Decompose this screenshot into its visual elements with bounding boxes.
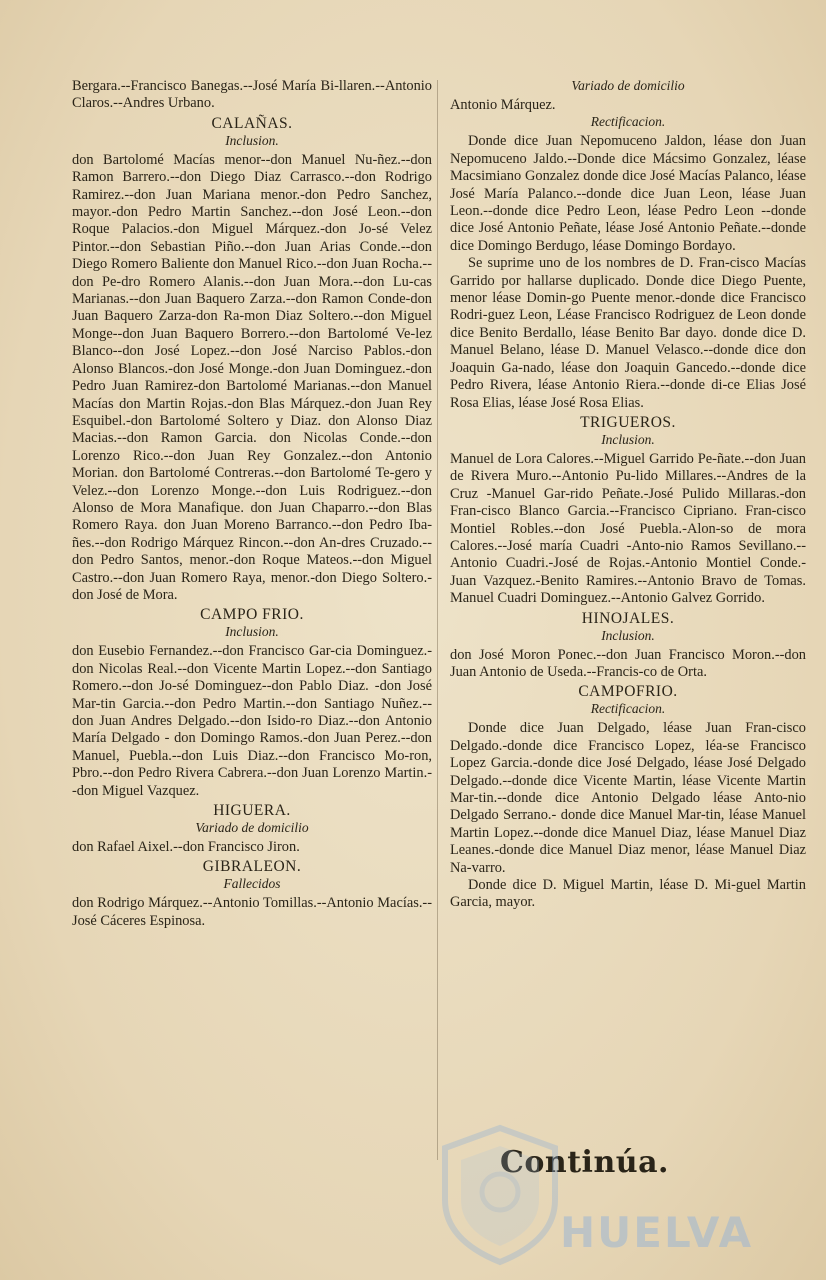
- trigueros-heading: TRIGUEROS.: [580, 413, 676, 431]
- campofrio-subheading: Inclusion.: [225, 624, 279, 640]
- watermark-text: HUELVA: [560, 1208, 754, 1257]
- huelva-crest-watermark: [425, 1120, 575, 1270]
- variado-subheading: Variado de domicilio: [571, 78, 685, 93]
- campofrio-rect-heading: CAMPOFRIO.: [578, 683, 678, 701]
- campofrio-rect-subheading: Rectificacion.: [590, 701, 666, 717]
- right-column: [450, 78, 806, 912]
- rectificacion-subheading: Rectificacion.: [590, 114, 666, 130]
- hinojales-paragraph: don José Moron Ponec.--don Juan Francisco Moron.--don Juan Antonio de Useda.--Francis-co de Orta.: [450, 646, 806, 680]
- rectificacion-paragraph-2: Se suprime uno de los nombres de D. Fran-cisco Macías Garrido por hallarse duplicado. Donde dice Diego Puente, menor léase Domin-go Puente menor.-donde dice Francisco Rodri-guez Leon, Léase Francisco Rodriguez de Leon donde dice Benito Berdallo, léase Benito Bar dayo. donde dice D. Manuel Belano, léase D. Manuel Velasco.--donde dice don Joaquin Ga-nado, léase don Joaquin Gancedo.--donde dice Pedro Rivera, léase Antonio Riera.--donde di-ce Elias José Rosa Elias, léase José Rosa Elias.: [450, 255, 806, 411]
- campofrio-paragraph: don Eusebio Fernandez.--don Francisco Gar-cia Dominguez.-don Nicolas Real.--don Vicente Martin Lopez.--don Santiago Romero.--don Jo-sé Dominguez--don Pablo Diaz. -don José Mar-tin Garcia.--don Pedro Martin.--don Santiago Nuñez.--don Juan Andres Delgado.--don Isido-ro Diaz.--don Antonio María Delgado - don Domingo Ramos.-don Juan Perez.--don Manuel, Puebla.--don Luis Diaz.--don Francisco Mo-ron, Pbro.--don Pedro Rivera Cabrera.--don Juan Lorenzo Martin.--don Miguel Vazquez.: [72, 643, 432, 799]
- gibraleon-subheading: Fallecidos: [223, 876, 281, 892]
- calanas-paragraph: don Bartolomé Macías menor--don Manuel Nu-ñez.--don Ramon Barrero.--don Diego Diaz Carrasco.--don Rodrigo Ramirez.--don Juan Mariana menor.-don Pedro Sanchez, mayor.-don Pedro Martin Sanchez.--don José Leon.--don Roque Palacios.-don Miguel Márquez.-don Jo-sé Velez Pintor.--don Sebastian Piño.--don Juan Arias Conde.--don Diego Romero Baliente don Manuel Rico.--don Juan Rocha.--don Pe-dro Romero Alanis.--don Juan Mora.--don Lu-cas Marianas.--don Juan Baquero Zarza.--don Ramon Conde-don Juan Baquero Zarza-don Ra-mon Diaz Soltero.--don Miguel Monge--don Juan Baquero Borrero.--don Bartolomé Ve-lez Blanco--don José Lopez.--don José Narciso Pablos.-don Alonso Blancos.-don José Monge.-don Juan Dominguez.-don Pedro Juan Ramirez-don Bartolomé Marianas.--don Manuel Macías don Martin Rojas.-don Blas Márquez.-don Juan Rey Esquibel.-don Bartolomé Soltero y Diaz. don Alonso Diaz Macias.--don Ramon Garcia. don Nicolas Conde.--don Lorenzo Rico.--don Juan Rey Gonzalez.--don Antonio Morian. don Bartolomé Contreras.--don Bartolomé Te-gero y Velez.--don Lorenzo Monge.--don Luis Rodriguez.--don Alonso de Mora Manafique. don Juan Chaparro.--don Blas Romero Raya. don Juan Moreno Barranco.--don Pedro Iba-ñes.--don Rodrigo Márquez Rincon.--don An-dres Cruzado.--don Pedro Santos, menor.-don Roque Mateos.--don Miguel Castro.--don Juan Romero Raya, menor.-don Diego Soltero.-don José de Mora.: [72, 151, 432, 603]
- trigueros-paragraph: Manuel de Lora Calores.--Miguel Garrido Pe-ñate.--don Juan de Rivera Muro.--Antonio Pu-lido Millares.--Andres de la Cruz -Manuel Gar-rido Peñate.-José Pulido Millaras.-don Fran-cisco Blanco Garcia.--Francisco Cipriano. Fran-cisco Montiel Robles.--don José Puebla.-Alon-so de mora Calores.--José maría Cuadri -Anto-nio Ramos Sevillano.--Antonio Cuadri.-José de Rojas.-Antonio Montiel Conde.-Juan Vazquez.-Benito Ramires.--Antonio Bravo de Tomas. Manuel Cuadri Dominguez.--Antonio Galvez Gorrido.: [450, 450, 806, 607]
- higuera-heading: HIGUERA.: [213, 802, 291, 820]
- trigueros-subheading: Inclusion.: [601, 431, 655, 447]
- calanas-heading: CALAÑAS.: [211, 114, 293, 132]
- continua-label: Continúa.: [500, 1145, 669, 1180]
- higuera-paragraph: don Rafael Aixel.--don Francisco Jiron.: [72, 839, 300, 856]
- hinojales-heading: HINOJALES.: [581, 609, 675, 627]
- gibraleon-paragraph: don Rodrigo Márquez.--Antonio Tomillas.--Antonio Macías.--José Cáceres Espinosa.: [72, 895, 432, 929]
- hinojales-subheading: Inclusion.: [601, 627, 655, 643]
- higuera-subheading: Variado de domicilio: [195, 820, 309, 836]
- campofrio-rect-paragraph-2: Donde dice D. Miguel Martin, léase D. Mi-guel Martin Garcia, mayor.: [450, 877, 806, 911]
- gibraleon-heading: GIBRALEON.: [202, 858, 302, 876]
- rectificacion-paragraph: Donde dice Juan Nepomuceno Jaldon, léase don Juan Nepomuceno Jaldo.--Donde dice Mácsimo Gonzalez, léase Macsimiano Gonzalez donde dice José Macías Palanco, léase José María Palanco.--donde dice Juan Leon, léase Juan Leon.--donde dice Pedro Leon, léase Pedro Leon --donde dice José Antonio Peñate, léase José Antonio Peñate.--donde dice Domingo Berdugo, léase Domingo Bordayo.: [450, 133, 806, 254]
- calanas-subheading: Inclusion.: [225, 132, 279, 148]
- bergara-paragraph: Bergara.--Francisco Banegas.--José María Bi-llaren.--Antonio Claros.--Andres Urbano.: [72, 78, 432, 112]
- left-column: [72, 78, 432, 930]
- campofrio-heading: CAMPO FRIO.: [200, 606, 304, 624]
- variado-paragraph: Antonio Márquez.: [450, 97, 556, 113]
- column-divider: [437, 80, 438, 1160]
- campofrio-rect-paragraph: Donde dice Juan Delgado, léase Juan Fran-cisco Delgado.-donde dice Francisco Lopez, léa-se Francisco Lopez Garcia.-donde dice José Delgado, léase José Delgado Delgado.--donde dice Vicente Martin, léase Vicente Martin Mar-tin.--donde dice Antonio Delgado léase Anto-nio Delgado Serrano.- donde dice Manuel Mar-tin, léase Manuel Martin Lopez.--donde dice Manuel Diaz, léase Manuel Diaz Leanes.-donde dice Manuel Diaz menor, léase Manuel Diaz Na-varro.: [450, 720, 806, 876]
